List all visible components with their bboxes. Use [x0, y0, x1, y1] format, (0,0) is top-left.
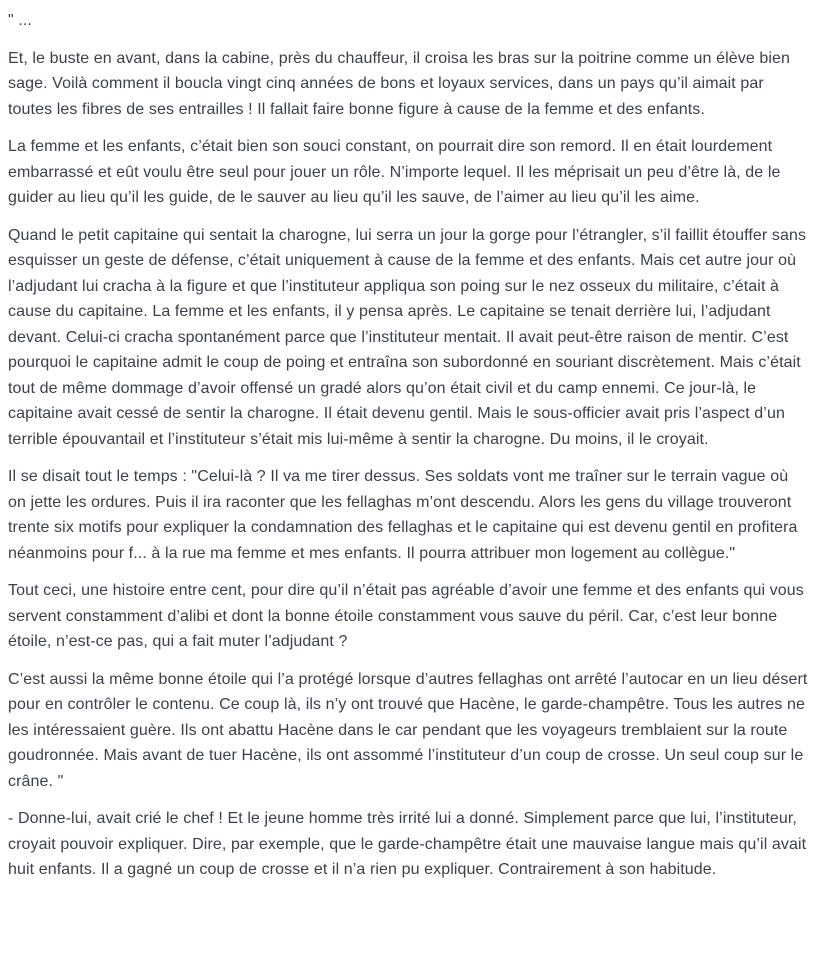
- paragraph: C’est aussi la même bonne étoile qui l’a protégé lorsque d’autres fellaghas ont arrêté l’autocar en un lieu désert pour en contrôler le contenu. Ce coup là, ils n’y ont trouvé que Hacène, le garde-champêtre. Tous les autres ne les intéressaient guère. Ils ont abattu Hacène dans le car pendant que les voyageurs tremblaient sur la route goudronnée. Mais avant de tuer Hacène, ils ont assommé l’instituteur d’un coup de crosse. Un seul coup sur le crâne. ": [8, 670, 812, 790]
- paragraph: Il se disait tout le temps : "Celui-là ? Il va me tirer dessus. Ses soldats vont me traîner sur le terrain vague où on jette les ordures. Puis il ira raconter que les fellaghas m’ont descendu. Alors les gens du village trouveront trente six motifs pour expliquer la condamnation des fellaghas et le capitaine qui est devenu gentil en profitera néanmoins pour f... à la rue ma femme et mes enfants. Il pourra attribuer mon logement au collègue.": [8, 468, 803, 562]
- paragraph: - Donne-lui, avait crié le chef ! Et le jeune homme très irrité lui a donné. Simplement parce que lui, l’instituteur, croyait pouvoir expliquer. Dire, par exemple, que le garde-champêtre était une mauvaise langue mais qu’il avait huit enfants. Il a gagné un coup de crosse et il n’a rien pu expliquer. Contrairement à son habitude.: [8, 810, 811, 878]
- paragraph: Et, le buste en avant, dans la cabine, près du chauffeur, il croisa les bras sur la poitrine comme un élève bien sage. Voilà comment il boucla vingt cinq années de bons et loyaux services, dans un pays qu’il aimait par toutes les fibres de ses entrailles ! Il fallait faire bonne figure à cause de la femme et des enfants.: [8, 49, 795, 118]
- paragraph: Tout ceci, une histoire entre cent, pour dire qu’il n’était pas agréable d’avoir une femme et des enfants qui vous servent constamment d’alibi et dont la bonne étoile constamment vous sauve du péril. Car, c’est leur bonne étoile, n’est-ce pas, qui a fait muter l’adjudant ?: [8, 582, 809, 650]
- paragraph: Quand le petit capitaine qui sentait la charogne, lui serra un jour la gorge pour l’étrangler, s’il faillit étouffer sans esquisser un geste de défense, c’était uniquement à cause de la femme et des enfants. Mais cet autre jour où l’adjudant lui cracha à la figure et que l’instituteur appliqua son poing sur le nez osseux du militaire, c’était à cause du capitaine. La femme et les enfants, il y pensa après. Le capitaine se tenait derrière lui, l’adjudant devant. Celui-ci cracha spontanément parce que l’instituteur mentait. Il avait peut-être raison de mentir. C’est pourquoi le capitaine admit le coup de poing et entraîna son subordonné en souriant discrètement. Mais c’était tout de même dommage d’avoir offensé un gradé alors qu’on était civil et du camp ennemi. Ce jour-là, le capitaine avait cessé de sentir la charogne. Il était devenu gentil. Mais le sous-officier avait pris l’aspect d’un terrible épouvantail et l’instituteur s’était mis lui-même à sentir la charogne. Du moins, il le croyait.: [8, 226, 811, 448]
- opening-quote-line: " ...: [8, 12, 32, 29]
- paragraph: La femme et les enfants, c’était bien son souci constant, on pourrait dire son remord. Il en était lourdement embarrassé et eût voulu être seul pour jouer un rôle. N’importe lequel. Il les méprisait un peu d’être là, de le guider au lieu qu’il les guide, de le sauver au lieu qu’il les sauve, de l’aimer au lieu qu’il les aime.: [8, 138, 786, 206]
